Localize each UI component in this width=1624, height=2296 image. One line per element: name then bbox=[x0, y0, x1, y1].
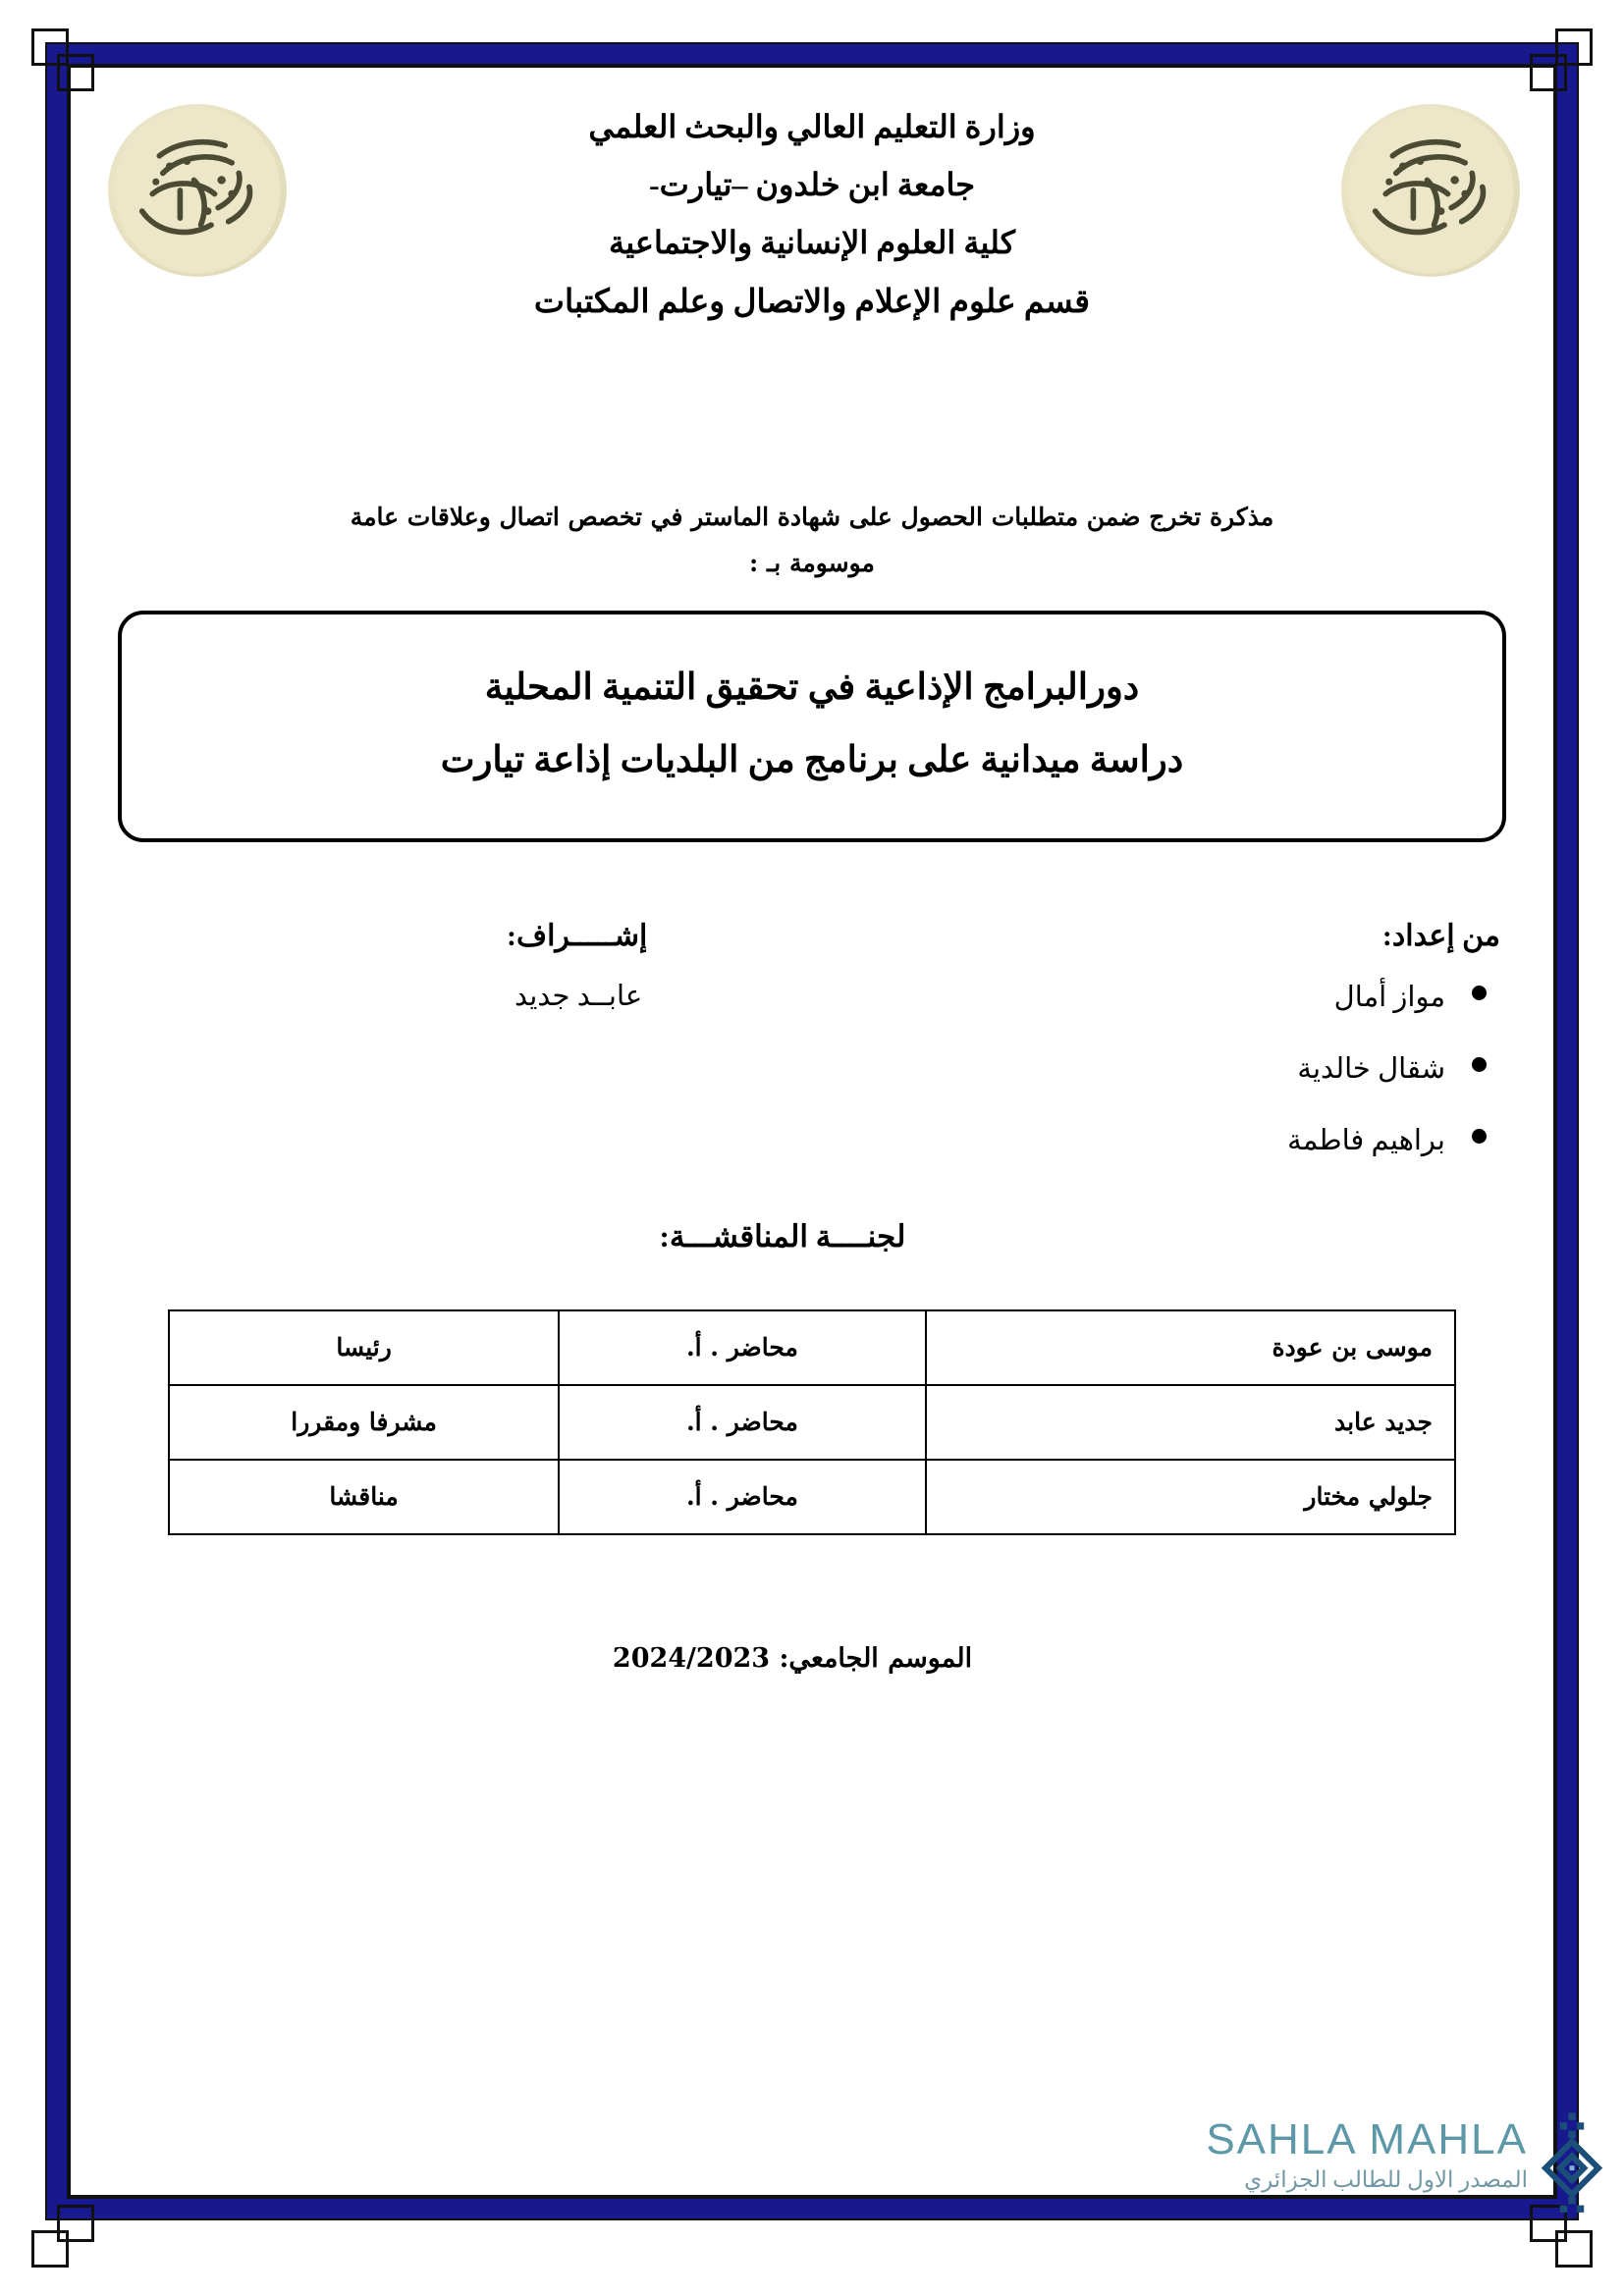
degree-statement: مذكرة تخرج ضمن متطلبات الحصول على شهادة الماستر في تخصص اتصال وعلاقات عامة bbox=[350, 503, 1274, 531]
corner-ornament-top-right-inner bbox=[1530, 54, 1567, 91]
list-item bbox=[872, 979, 1445, 1017]
institution-header bbox=[84, 98, 1540, 333]
author-name: براهيم فاطمة bbox=[1287, 1125, 1445, 1157]
degree-statement-block bbox=[84, 489, 1540, 577]
committee-member-rank: محاضر . أ. bbox=[559, 1460, 925, 1534]
bullet-icon bbox=[1472, 986, 1487, 1000]
cover-page-content bbox=[84, 88, 1540, 2179]
ministry-line: وزارة التعليم العالي والبحث العلمي bbox=[588, 109, 1036, 144]
department-line: قسم علوم الإعلام والاتصال وعلم المكتبات bbox=[533, 284, 1091, 320]
academic-year-value: 2024/2023 bbox=[612, 1642, 771, 1674]
academic-year bbox=[84, 1643, 1540, 1674]
supervisor-heading: إشـــــراف: bbox=[507, 919, 648, 952]
bullet-icon bbox=[1472, 1057, 1487, 1072]
bullet-icon bbox=[1472, 1129, 1487, 1144]
list-item bbox=[872, 1122, 1445, 1160]
marked-as-label: موسومة بـ : bbox=[749, 548, 875, 577]
committee-member-name: جلولي مختار bbox=[926, 1460, 1455, 1534]
author-name: مواز أمال bbox=[1333, 981, 1445, 1013]
committee-member-rank: محاضر . أ. bbox=[559, 1385, 925, 1460]
committee-member-role: رئيسا bbox=[169, 1310, 559, 1385]
committee-member-role: مناقشا bbox=[169, 1460, 559, 1534]
thesis-title-line-1: دورالبرامج الإذاعية في تحقيق التنمية المحلية bbox=[484, 667, 1140, 708]
table-row bbox=[169, 1460, 1455, 1534]
university-line: جامعة ابن خلدون –تيارت- bbox=[648, 167, 976, 203]
committee-member-name: موسى بن عودة bbox=[926, 1310, 1455, 1385]
corner-ornament-bottom-left-inner bbox=[57, 2205, 94, 2242]
authors-column bbox=[872, 919, 1500, 1194]
author-name: شقال خالدية bbox=[1297, 1052, 1445, 1085]
corner-ornament-bottom-right-inner bbox=[1530, 2205, 1567, 2242]
supervisor-column bbox=[497, 919, 909, 1013]
authors-list bbox=[872, 979, 1500, 1160]
corner-ornament-top-left-inner bbox=[57, 54, 94, 91]
header-zone bbox=[84, 88, 1540, 471]
supervisor-name: عابــد جديد bbox=[514, 980, 643, 1012]
thesis-title-line-2: دراسة ميدانية على برنامج من البلديات إذاعة تيارت bbox=[440, 739, 1184, 780]
thesis-title-box bbox=[118, 611, 1506, 842]
table-row bbox=[169, 1385, 1455, 1460]
committee-member-role: مشرفا ومقررا bbox=[169, 1385, 559, 1460]
people-section bbox=[84, 919, 1540, 1213]
watermark-title: SAHLA MAHLA bbox=[1206, 2115, 1528, 2163]
authors-heading: من إعداد: bbox=[1381, 919, 1500, 952]
academic-year-label: الموسم الجامعي: bbox=[779, 1642, 973, 1674]
list-item bbox=[872, 1050, 1445, 1089]
table-row bbox=[169, 1310, 1455, 1385]
committee-member-name: جديد عابد bbox=[926, 1385, 1455, 1460]
committee-heading: لجنــــة المناقشـــة: bbox=[659, 1218, 906, 1254]
committee-table bbox=[168, 1309, 1456, 1535]
faculty-line: كلية العلوم الإنسانية والاجتماعية bbox=[609, 225, 1015, 261]
watermark-subtitle: المصدر الاول للطالب الجزائري bbox=[1244, 2167, 1528, 2192]
committee-member-rank: محاضر . أ. bbox=[559, 1310, 925, 1385]
